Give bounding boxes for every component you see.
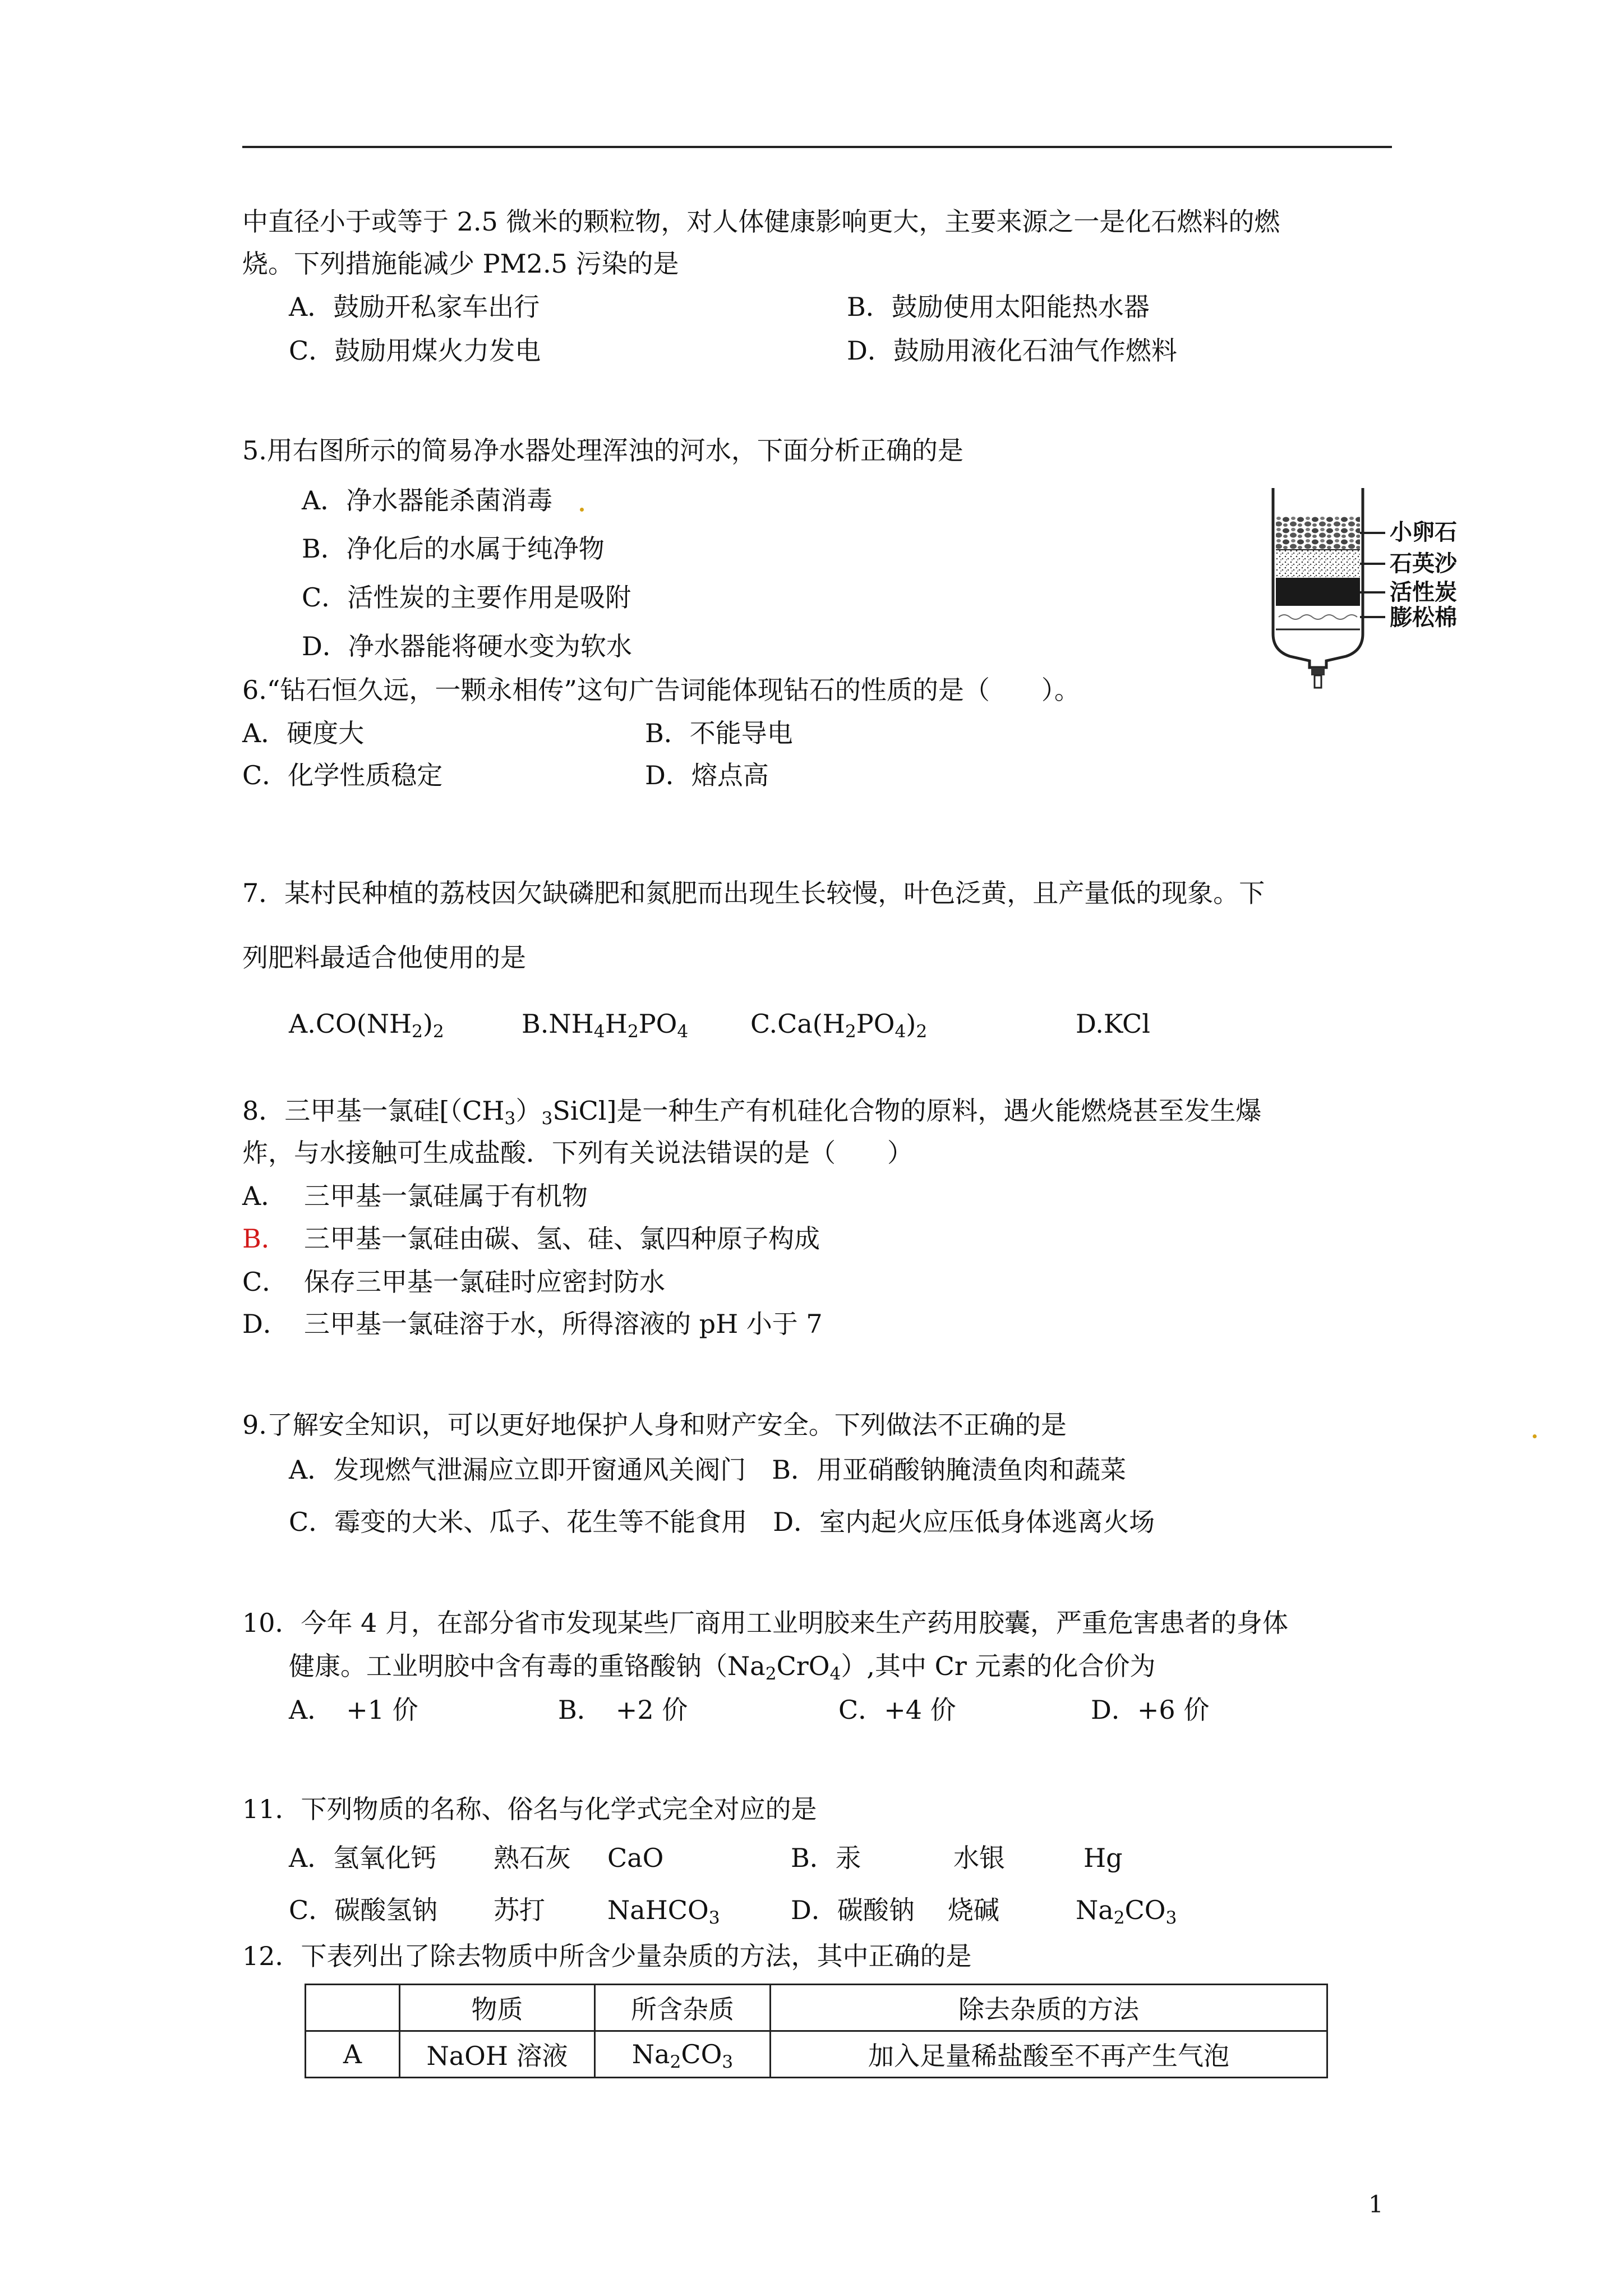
q11-option-d-formula: $Na_2CO_3$ xyxy=(1076,1895,1177,1928)
figure-label-quartz-sand: 石英沙 xyxy=(1390,551,1457,577)
q11-stem: 11．下列物质的名称、俗名与化学式完全对应的是 xyxy=(242,1794,817,1824)
q11-option-c-name: C．碳酸氢钠 xyxy=(289,1895,438,1925)
q4-option-d: D．鼓励用液化石油气作燃料 xyxy=(847,335,1177,366)
q9-options-cd: C．霉变的大米、瓜子、花生等不能食用 D．室内起火应压低身体逃离火场 xyxy=(289,1507,1155,1537)
q7-line1: 7．某村民种植的荔枝因欠缺磷肥和氮肥而出现生长较慢，叶色泛黄，且产量低的现象。下 xyxy=(242,878,1265,908)
figure-label-pebbles: 小卵石 xyxy=(1390,519,1457,545)
q4-option-b: B．鼓励使用太阳能热水器 xyxy=(847,292,1150,322)
q6-option-a: A．硬度大 xyxy=(242,718,365,748)
stray-dot xyxy=(580,508,584,512)
q9-stem: 9.了解安全知识，可以更好地保护人身和财产安全。下列做法不正确的是 xyxy=(242,1410,1067,1440)
q10-line2: 健康。工业明胶中含有毒的重铬酸钠$(Na_2CrO_4)$,其中 Cr 元素的化合价为 xyxy=(289,1651,1156,1684)
q8-line1: 8．三甲基一氯硅$[(CH_3)_3SiCl]$是一种生产有机硅化合物的原料，遇火能燃烧甚至发生爆 xyxy=(242,1096,1262,1129)
q7-option-d: D.KCl xyxy=(1076,1009,1150,1039)
q4-line1: 中直径小于或等于 2.5 微米的颗粒物，对人体健康影响更大，主要来源之一是化石燃料的燃 xyxy=(242,206,1280,237)
impurity-table xyxy=(305,1984,1328,2078)
q5-option-a: A．净水器能杀菌消毒 xyxy=(302,485,553,516)
q6-option-d: D．熔点高 xyxy=(645,760,769,790)
q8-option-c: C． 保存三甲基一氯硅时应密封防水 xyxy=(242,1267,665,1297)
page-number: 1 xyxy=(1368,2191,1384,2218)
q6-stem: 6.“钻石恒久远，一颗永相传”这句广告词能体现钻石的性质的是（ ）。 xyxy=(242,675,1080,705)
table-header-cell xyxy=(306,1985,400,2031)
q4-option-c: C．鼓励用煤火力发电 xyxy=(289,335,541,366)
q11-option-b-formula: Hg xyxy=(1083,1843,1123,1873)
q5-stem: 5.用右图所示的简易净水器处理浑浊的河水，下面分析正确的是 xyxy=(242,435,963,466)
q9-options-ab: A．发现燃气泄漏应立即开窗通风关阀门 B．用亚硝酸钠腌渍鱼肉和蔬菜 xyxy=(289,1455,1127,1485)
q11-option-b-common: 水银 xyxy=(953,1843,1005,1873)
q11-option-b-name: B．汞 xyxy=(791,1843,861,1873)
q10-option-a: A． +1 价 xyxy=(289,1695,418,1725)
table-header-row xyxy=(306,1985,1327,2031)
table-header-cell: 物质 xyxy=(400,1985,595,2031)
q5-option-c: C．活性炭的主要作用是吸附 xyxy=(302,582,631,613)
q10-option-c: C．+4 价 xyxy=(838,1695,956,1725)
table-row xyxy=(306,2031,1327,2078)
table-cell: $Na_2CO_3$ xyxy=(595,2031,771,2078)
header-rule xyxy=(242,146,1392,148)
q11-option-a-formula: CaO xyxy=(607,1843,664,1873)
q10-option-d: D．+6 价 xyxy=(1091,1695,1210,1725)
figure-label-cotton: 膨松棉 xyxy=(1390,605,1457,631)
q6-option-b: B．不能导电 xyxy=(645,718,793,748)
q4-option-a: A．鼓励开私家车出行 xyxy=(289,292,540,322)
q7-option-a: $A.CO(NH_2)_2$ xyxy=(289,1009,444,1042)
water-filter-figure xyxy=(1267,482,1503,690)
q6-option-c: C．化学性质稳定 xyxy=(242,760,443,790)
table-cell: NaOH 溶液 xyxy=(400,2031,595,2078)
figure-label-activated-carbon: 活性炭 xyxy=(1390,579,1457,605)
table-header-cell: 所含杂质 xyxy=(595,1985,771,2031)
q5-option-d: D．净水器能将硬水变为软水 xyxy=(302,631,632,661)
q10-option-b: B． +2 价 xyxy=(558,1695,688,1725)
table-cell: A xyxy=(306,2031,400,2078)
q5-option-b: B．净化后的水属于纯净物 xyxy=(302,533,605,564)
stray-dot xyxy=(1533,1434,1537,1438)
q7-option-c: $C.Ca(H_2PO_4)_2$ xyxy=(750,1009,928,1042)
q8-line2: 炸，与水接触可生成盐酸．下列有关说法错误的是（ ） xyxy=(242,1138,913,1168)
table-cell: 加入足量稀盐酸至不再产生气泡 xyxy=(771,2031,1327,2078)
q11-option-a-common: 熟石灰 xyxy=(494,1843,571,1873)
q8-option-d: D． 三甲基一氯硅溶于水，所得溶液的 pH 小于 7 xyxy=(242,1309,823,1339)
q11-option-a-name: A．氢氧化钙 xyxy=(289,1843,437,1873)
water-filter-drawing xyxy=(1267,482,1503,690)
q10-line1: 10．今年 4 月，在部分省市发现某些厂商用工业明胶来生产药用胶囊，严重危害患者的身体 xyxy=(242,1608,1289,1638)
q8-option-b: B． 三甲基一氯硅由碳、氢、硅、氯四种原子构成 xyxy=(242,1223,820,1254)
q11-option-d-name: D．碳酸钠 xyxy=(791,1895,915,1925)
q11-option-c-formula: NaHCO$_3$ xyxy=(607,1895,720,1928)
q11-option-c-common: 苏打 xyxy=(494,1895,545,1925)
q4-line2: 烧。下列措施能减少 PM2.5 污染的是 xyxy=(242,249,679,279)
q8-option-b-letter: B． xyxy=(242,1223,287,1254)
q8-option-a: A． 三甲基一氯硅属于有机物 xyxy=(242,1181,588,1211)
q11-option-d-common: 烧碱 xyxy=(948,1895,999,1925)
q12-stem: 12．下表列出了除去物质中所含少量杂质的方法，其中正确的是 xyxy=(242,1941,972,1971)
table-header-cell: 除去杂质的方法 xyxy=(771,1985,1327,2031)
q7-line2: 列肥料最适合他使用的是 xyxy=(242,942,526,973)
q7-option-b: $B.NH_4H_2PO_4$ xyxy=(522,1009,689,1042)
